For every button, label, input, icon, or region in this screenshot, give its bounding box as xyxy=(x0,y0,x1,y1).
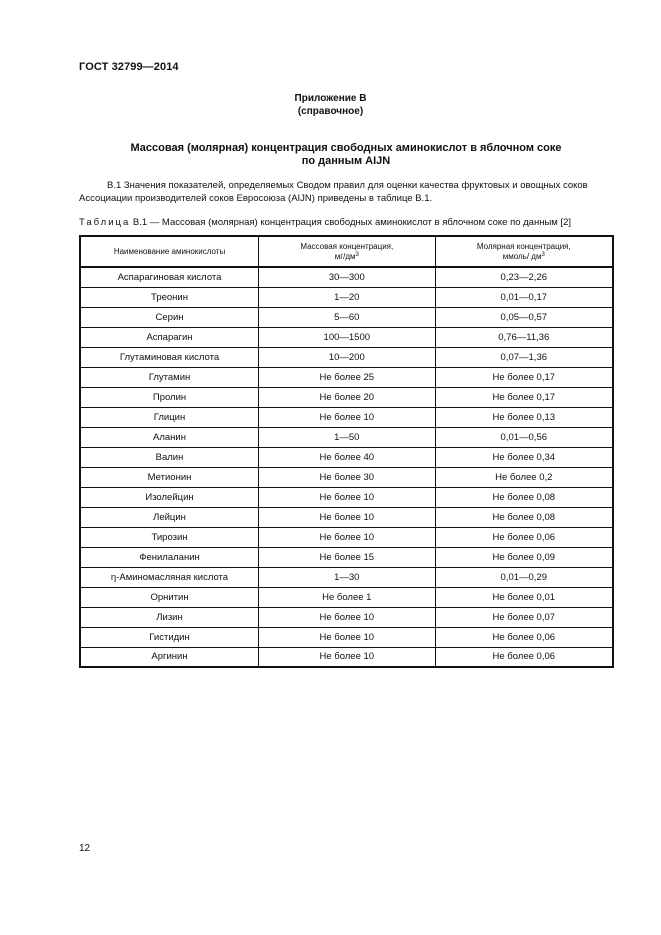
header-name xyxy=(80,236,259,267)
cell-amino-acid-name: Фенилаланин xyxy=(80,547,259,567)
main-title-line-1: Массовая (молярная) концентрация свободных аминокислот в яблочном соке xyxy=(130,142,562,154)
cell-mass-concentration: Не более 10 xyxy=(259,527,436,547)
cell-amino-acid-name: Гистидин xyxy=(80,627,259,647)
cell-molar-concentration: Не более 0,34 xyxy=(435,447,613,467)
header-molar-unit: ммоль/ дм xyxy=(502,251,542,261)
cell-molar-concentration: Не более 0,07 xyxy=(435,607,613,627)
table-row xyxy=(80,527,613,547)
cell-molar-concentration: Не более 0,08 xyxy=(435,487,613,507)
cell-amino-acid-name: Глутамин xyxy=(80,367,259,387)
cell-amino-acid-name: η-Аминомасляная кислота xyxy=(80,567,259,587)
table-row xyxy=(80,407,613,427)
cell-molar-concentration: Не более 0,13 xyxy=(435,407,613,427)
cell-amino-acid-name: Валин xyxy=(80,447,259,467)
cell-mass-concentration: 1—50 xyxy=(259,427,436,447)
cell-mass-concentration: Не более 1 xyxy=(259,587,436,607)
cell-mass-concentration: Не более 40 xyxy=(259,447,436,467)
cell-amino-acid-name: Аргинин xyxy=(80,647,259,667)
cell-molar-concentration: Не более 0,06 xyxy=(435,647,613,667)
main-title-line-2: по данным AIJN xyxy=(301,155,391,167)
table-row xyxy=(80,647,613,667)
cell-mass-concentration: Не более 25 xyxy=(259,367,436,387)
cell-molar-concentration: 0,07—1,36 xyxy=(435,347,613,367)
cell-amino-acid-name: Орнитин xyxy=(80,587,259,607)
header-mass-line-2 xyxy=(263,252,431,262)
header-mass-unit-sup: 3 xyxy=(355,251,359,258)
cell-molar-concentration: 0,01—0,17 xyxy=(435,287,613,307)
table-caption-text: В.1 — Массовая (молярная) концентрация свободных аминокислот в яблочном соке по данным [2] xyxy=(130,217,572,228)
header-mass xyxy=(259,236,436,267)
header-molar-line-2 xyxy=(440,252,608,262)
cell-molar-concentration: 0,76—11,36 xyxy=(435,327,613,347)
page-number: 12 xyxy=(79,843,91,854)
cell-molar-concentration: Не более 0,06 xyxy=(435,627,613,647)
header-molar-line-1: Молярная концентрация, xyxy=(476,241,571,251)
cell-amino-acid-name: Серин xyxy=(80,307,259,327)
cell-amino-acid-name: Аланин xyxy=(80,427,259,447)
header-molar-unit-sup: 3 xyxy=(541,251,545,258)
table-row xyxy=(80,447,613,467)
cell-mass-concentration: 1—20 xyxy=(259,287,436,307)
table-row xyxy=(80,607,613,627)
cell-amino-acid-name: Глутаминовая кислота xyxy=(80,347,259,367)
table-row xyxy=(80,327,613,347)
intro-paragraph: В.1 Значения показателей, определяемых Сводом правил для оценки качества фруктовых и овощных соков Ассоциации производителей соков Евросоюза (AIJN) приведены в таблице В.1. xyxy=(79,180,588,204)
cell-molar-concentration: Не более 0,08 xyxy=(435,507,613,527)
header-molar xyxy=(435,236,613,267)
table-body xyxy=(80,267,613,667)
cell-amino-acid-name: Метионин xyxy=(80,467,259,487)
table-header-row xyxy=(80,236,613,267)
cell-mass-concentration: Не более 30 xyxy=(259,467,436,487)
cell-amino-acid-name: Треонин xyxy=(80,287,259,307)
cell-mass-concentration: 1—30 xyxy=(259,567,436,587)
table-row xyxy=(80,267,613,287)
cell-molar-concentration: Не более 0,17 xyxy=(435,387,613,407)
cell-amino-acid-name: Аспарагиновая кислота xyxy=(80,267,259,287)
table-row xyxy=(80,287,613,307)
cell-amino-acid-name: Лейцин xyxy=(80,507,259,527)
cell-molar-concentration: 0,05—0,57 xyxy=(435,307,613,327)
cell-molar-concentration: Не более 0,17 xyxy=(435,367,613,387)
cell-mass-concentration: Не более 10 xyxy=(259,627,436,647)
cell-molar-concentration: 0,01—0,56 xyxy=(435,427,613,447)
cell-mass-concentration: 100—1500 xyxy=(259,327,436,347)
cell-mass-concentration: Не более 10 xyxy=(259,507,436,527)
cell-molar-concentration: Не более 0,06 xyxy=(435,527,613,547)
table-caption xyxy=(79,217,571,228)
cell-mass-concentration: Не более 10 xyxy=(259,487,436,507)
header-mass-line-1: Массовая концентрация, xyxy=(300,241,394,251)
cell-amino-acid-name: Лизин xyxy=(80,607,259,627)
cell-amino-acid-name: Тирозин xyxy=(80,527,259,547)
cell-mass-concentration: 5—60 xyxy=(259,307,436,327)
table-row xyxy=(80,627,613,647)
table-row xyxy=(80,367,613,387)
cell-mass-concentration: Не более 20 xyxy=(259,387,436,407)
document-code: ГОСТ 32799—2014 xyxy=(79,61,179,73)
table-row xyxy=(80,347,613,367)
header-name-label: Наименование аминокислоты xyxy=(113,246,226,256)
table-row xyxy=(80,387,613,407)
appendix-subtitle: (справочное) xyxy=(297,106,364,117)
table-row xyxy=(80,307,613,327)
cell-molar-concentration: 0,01—0,29 xyxy=(435,567,613,587)
cell-molar-concentration: Не более 0,01 xyxy=(435,587,613,607)
table-row xyxy=(80,547,613,567)
cell-amino-acid-name: Пролин xyxy=(80,387,259,407)
cell-amino-acid-name: Глицин xyxy=(80,407,259,427)
cell-mass-concentration: 30—300 xyxy=(259,267,436,287)
cell-amino-acid-name: Аспарагин xyxy=(80,327,259,347)
cell-mass-concentration: Не более 10 xyxy=(259,647,436,667)
cell-amino-acid-name: Изолейцин xyxy=(80,487,259,507)
cell-mass-concentration: 10—200 xyxy=(259,347,436,367)
header-mass-unit: мг/дм xyxy=(334,251,356,261)
table-row xyxy=(80,427,613,447)
table-row xyxy=(80,507,613,527)
table-row xyxy=(80,487,613,507)
appendix-title: Приложение В xyxy=(294,93,367,104)
cell-molar-concentration: Не более 0,2 xyxy=(435,467,613,487)
cell-mass-concentration: Не более 10 xyxy=(259,607,436,627)
table-row xyxy=(80,567,613,587)
table-row xyxy=(80,587,613,607)
main-title xyxy=(100,142,592,168)
cell-molar-concentration: 0,23—2,26 xyxy=(435,267,613,287)
table-caption-label: Таблица xyxy=(79,217,131,228)
cell-mass-concentration: Не более 10 xyxy=(259,407,436,427)
table-row xyxy=(80,467,613,487)
cell-molar-concentration: Не более 0,09 xyxy=(435,547,613,567)
amino-acid-table xyxy=(79,235,614,668)
cell-mass-concentration: Не более 15 xyxy=(259,547,436,567)
